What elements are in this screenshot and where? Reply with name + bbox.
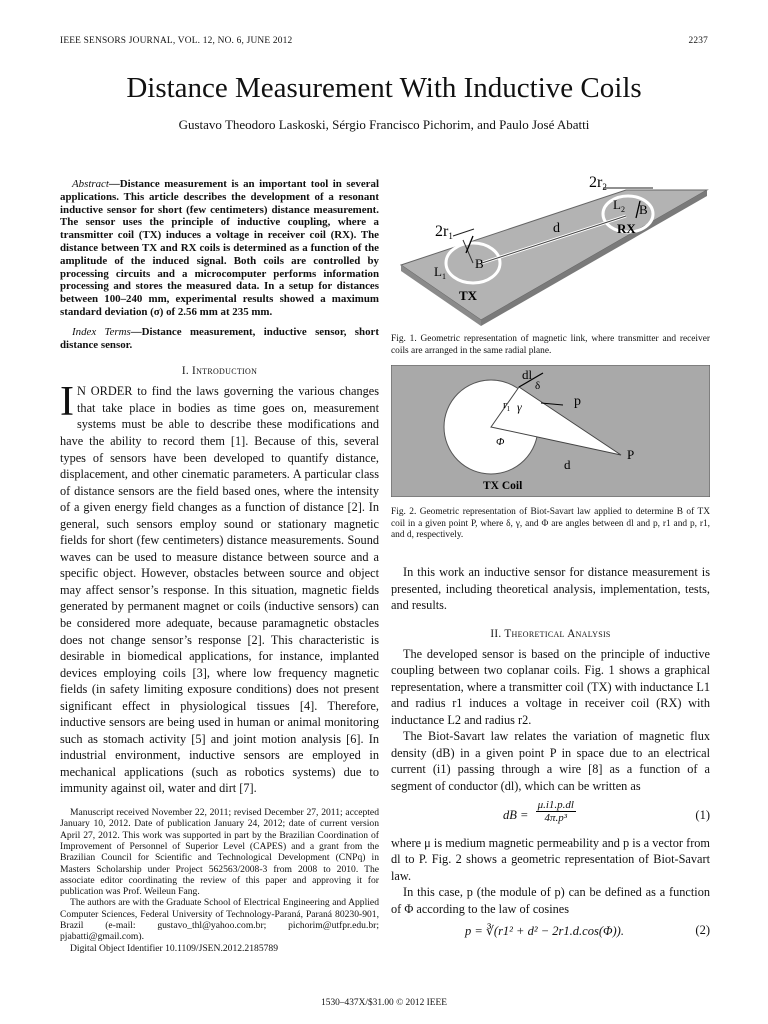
section-heading-theory: II. Theoretical Analysis (490, 627, 611, 640)
eq1-tag: (1) (695, 807, 710, 822)
author-list: Gustavo Theodoro Laskoski, Sérgio Francisco Pichorim, and Paulo José Abatti (178, 117, 590, 132)
eq1-lhs: dB = (503, 807, 529, 822)
copyright-footer: 1530–437X/$31.00 © 2012 IEEE (321, 998, 447, 1008)
abstract-lead: Abstract (72, 178, 109, 190)
fig1-label-b1: B (475, 256, 484, 271)
abstract-text: —Distance measurement is an important tool in several applications. This article describes the development of a resonant inductive sensor for short (few centimeters) distance measurement. The sensor uses the principle of inductive coupling, where a transmitter coil (TX) induces a voltage in receiver coil (RX). The distance between TX and RX coils is determined as a function of the amplitude of the induced signal. Both coils are controlled by processing circuits and a microcomputer performs information processing and stores the measured data. In a setup for distances between 100–240 mm, experimental results showed a maximum standard deviation (σ) of 2.56 mm at 235 mm. (60, 178, 379, 318)
intro-text: N ORDER to find the laws governing the various changes that take place in bodies as time goes on, measurement systems must be able to describe these modifications and have the ability to record them [1]. Because of this, several types of sensors have been developed to quantify distance, displacement, and other cinematic parameters. A particular class of distance sensors are the field based ones, where the intensity of a given energy field changes as a function of distance [2]. In general, such sensors employ sound or stationary magnetic fields for short (few centimeters) distance measurements. Sound waves can be used to measure distance between source and a specific object. However, obstacles between source and object may affect sensor’s response. In this situation, magnetic fields generated by permanent magnet or coils (inductive sensors) can be considered more adequate, because paramagnetic obstacles does not change sensor’s response [2]. This characteristic is desirable in biomedical applications, for instance, implanted devices employing coils [3], where low frequency magnetic fields (in safety limiting exposure conditions) does not present significant effect in physiological tissues [4]. Therefore, inductive sensors are being used in human or animal monitoring such as stomach activity [5] and joint motion analysis [6]. In industrial environment, inductive sensors are employed in mechanical applications (such as robotics systems) due to immunity against oil, water and dirt [7]. (60, 384, 379, 796)
abstract (60, 178, 379, 319)
fig1-label-l2: $L_2$ (613, 197, 625, 214)
figure-1 (391, 170, 710, 330)
fig2-label-r1: $r_1$ (503, 399, 511, 414)
fig2-label-delta: δ (535, 380, 541, 393)
footnote (60, 807, 379, 954)
figure-2 (391, 365, 710, 497)
equation-2 (391, 919, 710, 941)
fig1-label-tx: TX (459, 288, 478, 303)
eq2-body: p = ∛(r1² + d² − 2r1.d.cos(Φ)). (465, 924, 624, 939)
section-heading-intro: I. Introduction (181, 365, 258, 378)
footnote-affiliation: The authors are with the Graduate School of Electrical Engineering and Applied Computer Sciences, Federal University of Technology-Paraná, Paraná 80230-901, Brazil (e-mail: gustavo_thl@yahoo.com.br; pichorim@utfpr.edu.br; pjabatti@gmail.com). (60, 897, 379, 943)
figure-1-caption: Fig. 1. Geometric representation of magnetic link, where transmitter and receiver coils are arranged in the same radial plane. (391, 334, 710, 356)
fig2-label-P: P (627, 447, 635, 463)
eq1-denominator: 4π.p³ (544, 811, 568, 824)
footnote-doi: Digital Object Identifier 10.1109/JSEN.2012.2185789 (70, 942, 279, 954)
eq2-tag: (2) (695, 923, 710, 938)
theory-paragraph-4: In this case, p (the module of p) can be defined as a function of Φ according to the law of cosines (391, 885, 710, 916)
fig2-label-p: p (574, 394, 581, 410)
equation-1 (391, 799, 710, 833)
fig2-label-d: d (564, 457, 571, 473)
fig1-label-2r1: 2r1 (435, 223, 453, 241)
fig1-label-2r2: 2r2 (589, 174, 607, 192)
intro-paragraph (60, 379, 379, 797)
footnote-manuscript: Manuscript received November 22, 2011; revised December 27, 2011; accepted January 10, 2012. Date of publication January 24, 2012; date of current version April 27, 2012. This work was supported in part by the Brazilian Coordination of Improvement of Personnel of Superior Level (CAPES) and a grant from the Brazilian Council for Scientific and Technological Development (CNPq) in Masters Scholarship under Project 562563/2008-3 from 2008 to 2010. The associate editor coordinating the review of this paper and approving it for publication was Prof. Weileun Fang. (60, 807, 379, 898)
left-column (60, 178, 379, 954)
right-column (391, 170, 710, 941)
fig2-label-dl: dl (522, 367, 533, 383)
fig1-label-rx: RX (617, 221, 636, 236)
fig1-r1-dim (453, 229, 474, 236)
paper-title: Distance Measurement With Inductive Coils (126, 72, 642, 104)
theory-paragraph-3: where μ is medium magnetic permeability and p is a vector from dl to P. Fig. 2 shows a geometric representation of Biot-Savart law. (391, 835, 710, 883)
theory-paragraph-2: The Biot-Savart law relates the variation of magnetic flux density (dB) in a given point P in space due to an electrical current (i1) passing through a wire [8] as a function of a segment of conductor (dl), which can be written as (391, 729, 710, 793)
page-number: 2237 (688, 36, 708, 46)
fig2-label-txcoil: TX Coil (483, 480, 523, 493)
intro-closing-paragraph: In this work an inductive sensor for distance measurement is presented, including theoretical analysis, implementation, tests, and results. (391, 564, 710, 613)
journal-header: IEEE SENSORS JOURNAL, VOL. 12, NO. 6, JUNE 2012 (60, 36, 293, 46)
theory-paragraph-1: The developed sensor is based on the principle of inductive coupling between two coplanar coils. Fig. 1 shows a graphical representation, where a transmitter coil (TX) with inductance L1 and radius r1 induces a voltage in receiver coil (RX) with inductance L2 and radius r2. (391, 646, 710, 727)
figure-2-caption: Fig. 2. Geometric representation of Biot-Savart law applied to determine B of TX coil in a given point P, where δ, γ, and Φ are angles between dl and p, r1 and p, r1, and d, respectively. (391, 507, 710, 541)
fig2-label-gamma: γ (517, 400, 522, 415)
fig1-label-b2: B (639, 202, 648, 217)
fig1-label-l1: $L_1$ (434, 264, 446, 281)
index-terms-text: —Distance measurement, inductive sensor, short distance sensor. (60, 325, 379, 351)
index-terms-lead: Index Terms (72, 325, 131, 338)
index-terms (60, 326, 379, 352)
eq1-numerator: μ.i1.p.dl (537, 798, 574, 811)
fig2-label-phi: Φ (496, 436, 505, 449)
fig1-label-d: d (553, 221, 560, 236)
drop-cap: I (60, 379, 74, 426)
